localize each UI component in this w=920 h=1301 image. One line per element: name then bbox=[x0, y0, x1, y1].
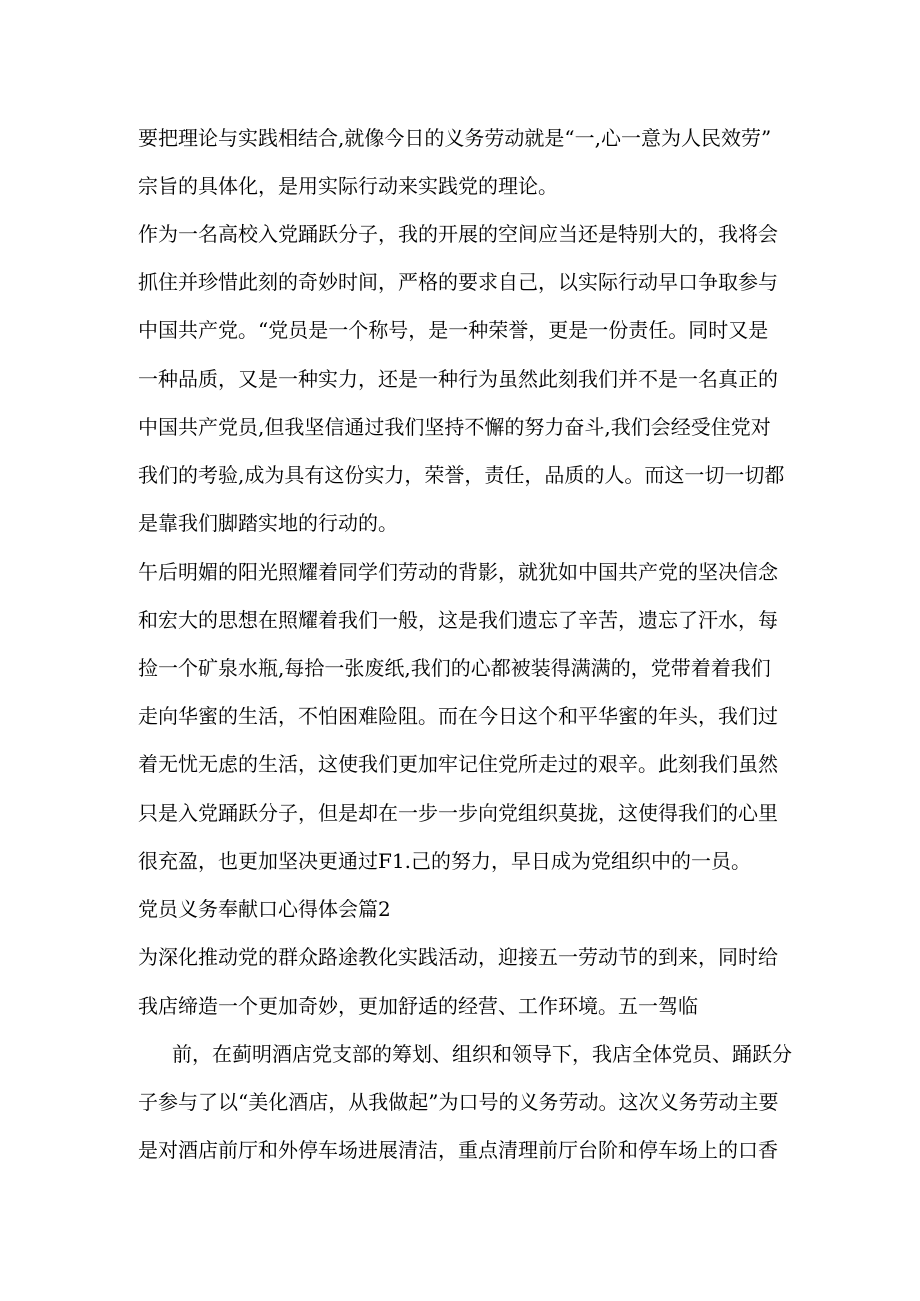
text-line: 子参与了以“美化酒店，从我做起”为口号的义务劳动。这次义务劳动主要 bbox=[138, 1090, 779, 1114]
text-line: 中国共产党。“党员是一个称号，是一种荣誉，更是一份责任。同时又是 bbox=[138, 318, 769, 342]
text-line: 很充盈，也更加坚决更通过F1.己的努力，早日成为党组织中的一员。 bbox=[138, 849, 751, 873]
text-line: 中国共产党员,但我坚信通过我们坚持不懈的努力奋斗,我们会经受住党对 bbox=[138, 415, 771, 439]
text-line: 只是入党踊跃分子，但是却在一步一步向党组织莫拢，这使得我们的心里 bbox=[138, 801, 778, 825]
text-line: 作为一名高校入党踊跃分子，我的开展的空间应当还是特别大的，我将会 bbox=[138, 222, 778, 246]
text-line: 一种品质，又是一种实力，还是一种行为虽然此刻我们并不是一名真正的 bbox=[138, 367, 778, 391]
text-line: 前，在蓟明酒店党支部的筹划、组织和领导下，我店全体党员、踊跃分 bbox=[172, 1042, 792, 1066]
text-line: 抓住并珍惜此刻的奇妙时间，严格的要求自己，以实际行动早口争取参与 bbox=[138, 270, 778, 294]
text-line: 捡一个矿泉水瓶,每拾一张废纸,我们的心都被装得满满的，党带着着我们 bbox=[138, 656, 771, 680]
text-line: 我们的考验,成为具有这份实力，荣誉，责任，品质的人。而这一切一切都 bbox=[138, 463, 785, 487]
text-line: 和宏大的思想在照耀着我们一般，这是我们遗忘了辛苦，遗忘了汗水，每 bbox=[138, 608, 778, 632]
text-line: 为深化推动党的群众路途教化实践活动，迎接五一劳动节的到来，同时给 bbox=[138, 945, 778, 969]
text-line: 午后明媚的阳光照耀着同学们劳动的背影，就犹如中国共产党的坚决信念 bbox=[138, 560, 778, 584]
text-line: 我店缔造一个更加奇妙，更加舒适的经营、工作环境。五一驾临 bbox=[138, 994, 698, 1018]
text-line: 是对酒店前厅和外停车场进展清洁，重点清理前厅台阶和停车场上的口香 bbox=[138, 1138, 778, 1162]
text-line: 宗旨的具体化，是用实际行动来实践党的理论。 bbox=[138, 174, 558, 198]
text-line: 走向华蜜的生活，不怕困难险阻。而在今日这个和平华蜜的年头，我们过 bbox=[138, 704, 778, 728]
text-line: 着无忧无虑的生活，这使我们更加牢记住党所走过的艰辛。此刻我们虽然 bbox=[138, 752, 778, 776]
text-line: 是靠我们脚踏实地的行动的。 bbox=[138, 511, 398, 535]
section-heading: 党员义务奉献口心得体会篇2 bbox=[138, 897, 391, 921]
text-line: 要把理论与实践相结合,就像今日的义务劳动就是“一,心一意为人民效劳” bbox=[138, 126, 772, 150]
